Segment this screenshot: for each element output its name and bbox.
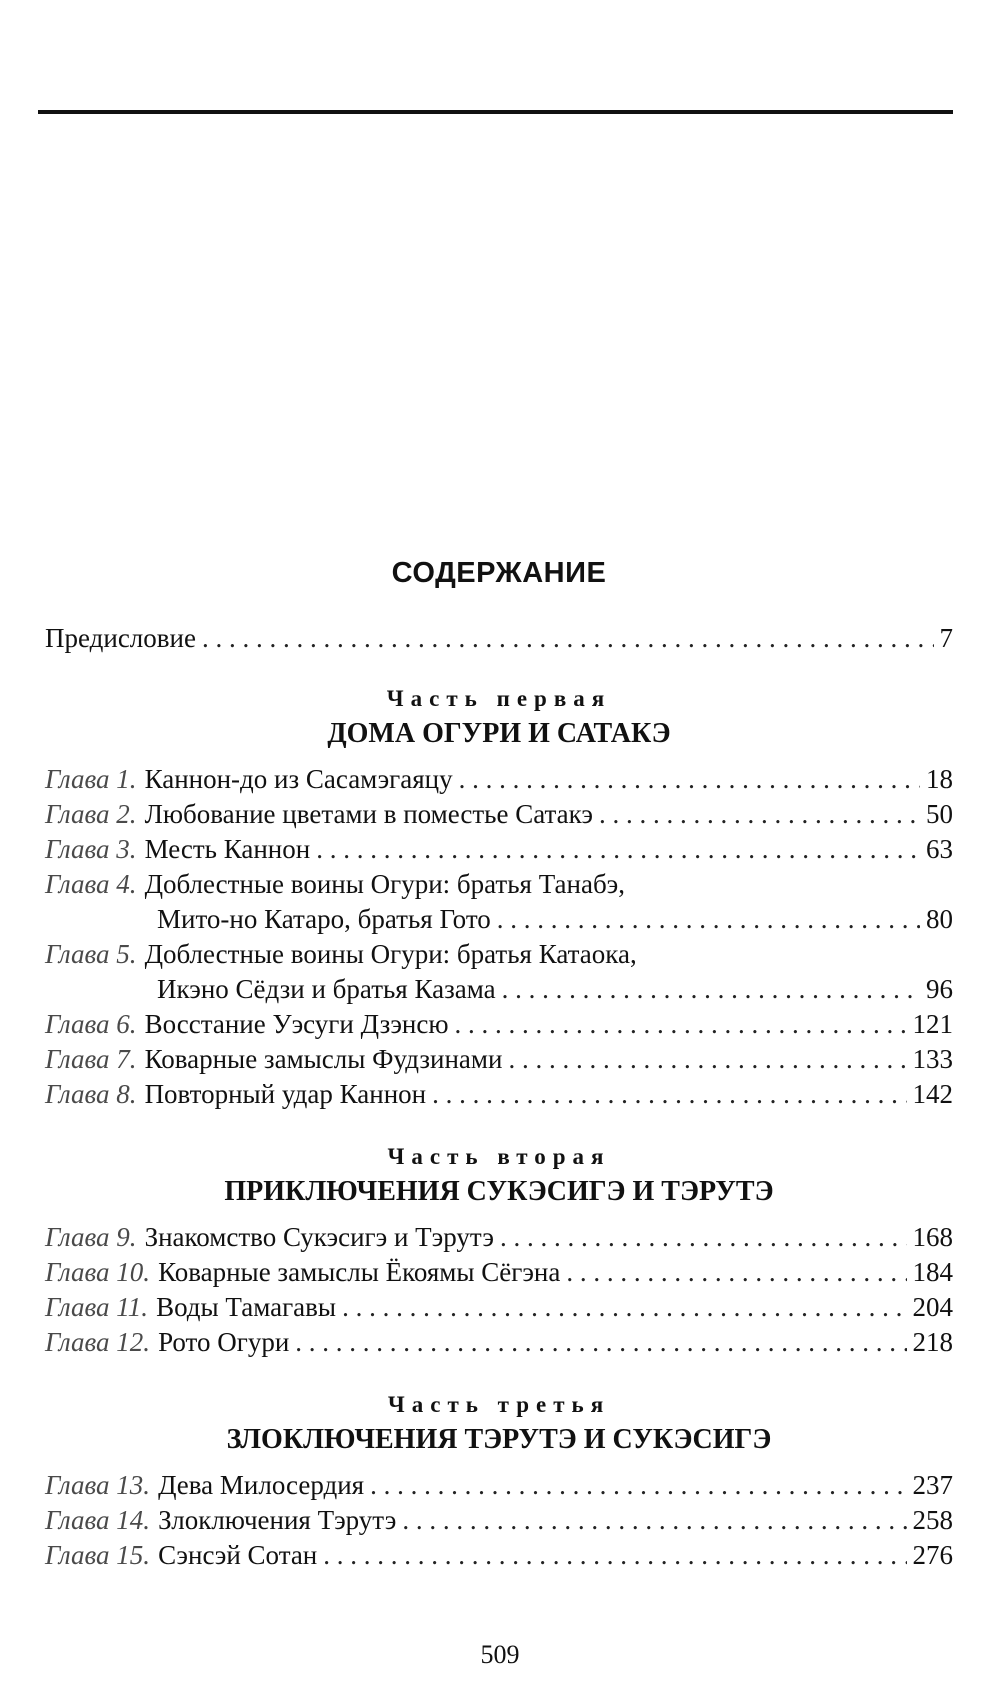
part-title: ДОМА ОГУРИ И САТАКЭ [327,718,671,749]
chapter-label: Глава 6. [45,1009,137,1039]
page-number: 121 [912,1009,953,1039]
dot-leader [432,1077,906,1112]
chapter-title: Коварные замыслы Фудзинами [144,1044,503,1074]
toc-entry-chapter-8 [45,1077,953,1112]
dot-leader [316,832,920,867]
toc-entry-chapter-4 [45,867,953,902]
page-number: 18 [926,764,953,794]
page-number: 168 [912,1222,953,1252]
dot-leader [497,902,920,937]
dot-leader [402,1503,906,1538]
dot-leader [500,1220,907,1255]
dot-leader [566,1255,906,1290]
chapter-label: Глава 2. [45,799,137,829]
page-number: 237 [912,1470,953,1500]
toc-entry-chapter-3 [45,832,953,867]
page-number: 96 [926,974,953,1004]
page-number: 142 [912,1079,953,1109]
toc-entry-chapter-11 [45,1290,953,1325]
chapter-label: Глава 10. [45,1257,151,1287]
chapter-title: Доблестные воины Огури: братья Танабэ, [144,869,626,899]
chapter-label: Глава 12. [45,1327,151,1357]
top-rule [38,110,953,114]
page-number: 63 [926,834,953,864]
dot-leader [508,1042,906,1077]
part-title: ЗЛОКЛЮЧЕНИЯ ТЭРУТЭ И СУКЭСИГЭ [226,1424,772,1455]
toc-entry-chapter-10 [45,1255,953,1290]
entry-title: Предисловие [45,623,196,653]
page-number: 80 [926,904,953,934]
chapter-title: Любование цветами в поместье Сатакэ [144,799,593,829]
toc-entry-chapter-2 [45,797,953,832]
toc-entry-chapter-7 [45,1042,953,1077]
chapter-label: Глава 3. [45,834,137,864]
toc-entry-chapter-4-continued [45,902,953,937]
page-folio-number: 509 [480,1640,520,1669]
chapter-title: Сэнсэй Сотан [158,1540,318,1570]
toc-entry-chapter-6 [45,1007,953,1042]
toc-entry-chapter-5-continued [45,972,953,1007]
chapter-label: Глава 7. [45,1044,137,1074]
page-number: 276 [912,1540,953,1570]
chapter-title: Повторный удар Каннон [144,1079,427,1109]
page-number: 7 [939,623,953,653]
page-number: 50 [926,799,953,829]
chapter-title: Каннон-до из Сасамэгаяцу [144,764,453,794]
page-number: 258 [912,1505,953,1535]
dot-leader [370,1468,906,1503]
chapter-title: Доблестные воины Огури: братья Катаока, [144,939,637,969]
dot-leader [502,972,920,1007]
chapter-label: Глава 13. [45,1470,151,1500]
dot-leader [342,1290,906,1325]
chapter-title: Злоключения Тэрутэ [158,1505,397,1535]
chapter-title: Знакомство Сукэсигэ и Тэрутэ [144,1222,494,1252]
page-number: 204 [912,1292,953,1322]
chapter-label: Глава 14. [45,1505,151,1535]
toc-entry-chapter-14 [45,1503,953,1538]
part-heading-1 [45,684,953,754]
toc-title: СОДЕРЖАНИЕ [391,557,607,589]
page-number: 184 [912,1257,953,1287]
chapter-title: Коварные замыслы Ёкоямы Сёгэна [158,1257,561,1287]
page-number: 133 [912,1044,953,1074]
chapter-label: Глава 9. [45,1222,137,1252]
chapter-title: Месть Каннон [144,834,311,864]
chapter-label: Глава 5. [45,939,137,969]
dot-leader [599,797,920,832]
part-label: Часть вторая [387,1144,611,1169]
dot-leader [455,1007,907,1042]
chapter-label: Глава 4. [45,869,137,899]
chapter-title-continued: Мито-но Катаро, братья Гото [157,904,491,934]
toc-entry-chapter-1 [45,762,953,797]
table-of-contents [45,553,953,1573]
dot-leader [459,762,920,797]
toc-entry-chapter-12 [45,1325,953,1360]
chapter-title: Дева Милосердия [158,1470,365,1500]
dot-leader [295,1325,906,1360]
toc-entry-chapter-5 [45,937,953,972]
part-label: Часть третья [387,1392,611,1417]
part-label: Часть первая [386,686,612,711]
dot-leader [323,1538,906,1573]
dot-leader [202,621,934,656]
chapter-label: Глава 11. [45,1292,149,1322]
chapter-title: Рото Огури [158,1327,290,1357]
chapter-title: Восстание Уэсуги Дзэнсю [144,1009,449,1039]
chapter-label: Глава 15. [45,1540,151,1570]
chapter-label: Глава 8. [45,1079,137,1109]
toc-entry-chapter-13 [45,1468,953,1503]
toc-entry-chapter-9 [45,1220,953,1255]
toc-entry-chapter-15 [45,1538,953,1573]
part-heading-3 [45,1390,953,1460]
chapter-label: Глава 1. [45,764,137,794]
chapter-title: Воды Тамагавы [156,1292,337,1322]
part-title: ПРИКЛЮЧЕНИЯ СУКЭСИГЭ И ТЭРУТЭ [224,1176,774,1207]
toc-entry-preface [45,621,953,656]
part-heading-2 [45,1142,953,1212]
chapter-title-continued: Икэно Сёдзи и братья Казама [157,974,496,1004]
page-number: 218 [912,1327,953,1357]
